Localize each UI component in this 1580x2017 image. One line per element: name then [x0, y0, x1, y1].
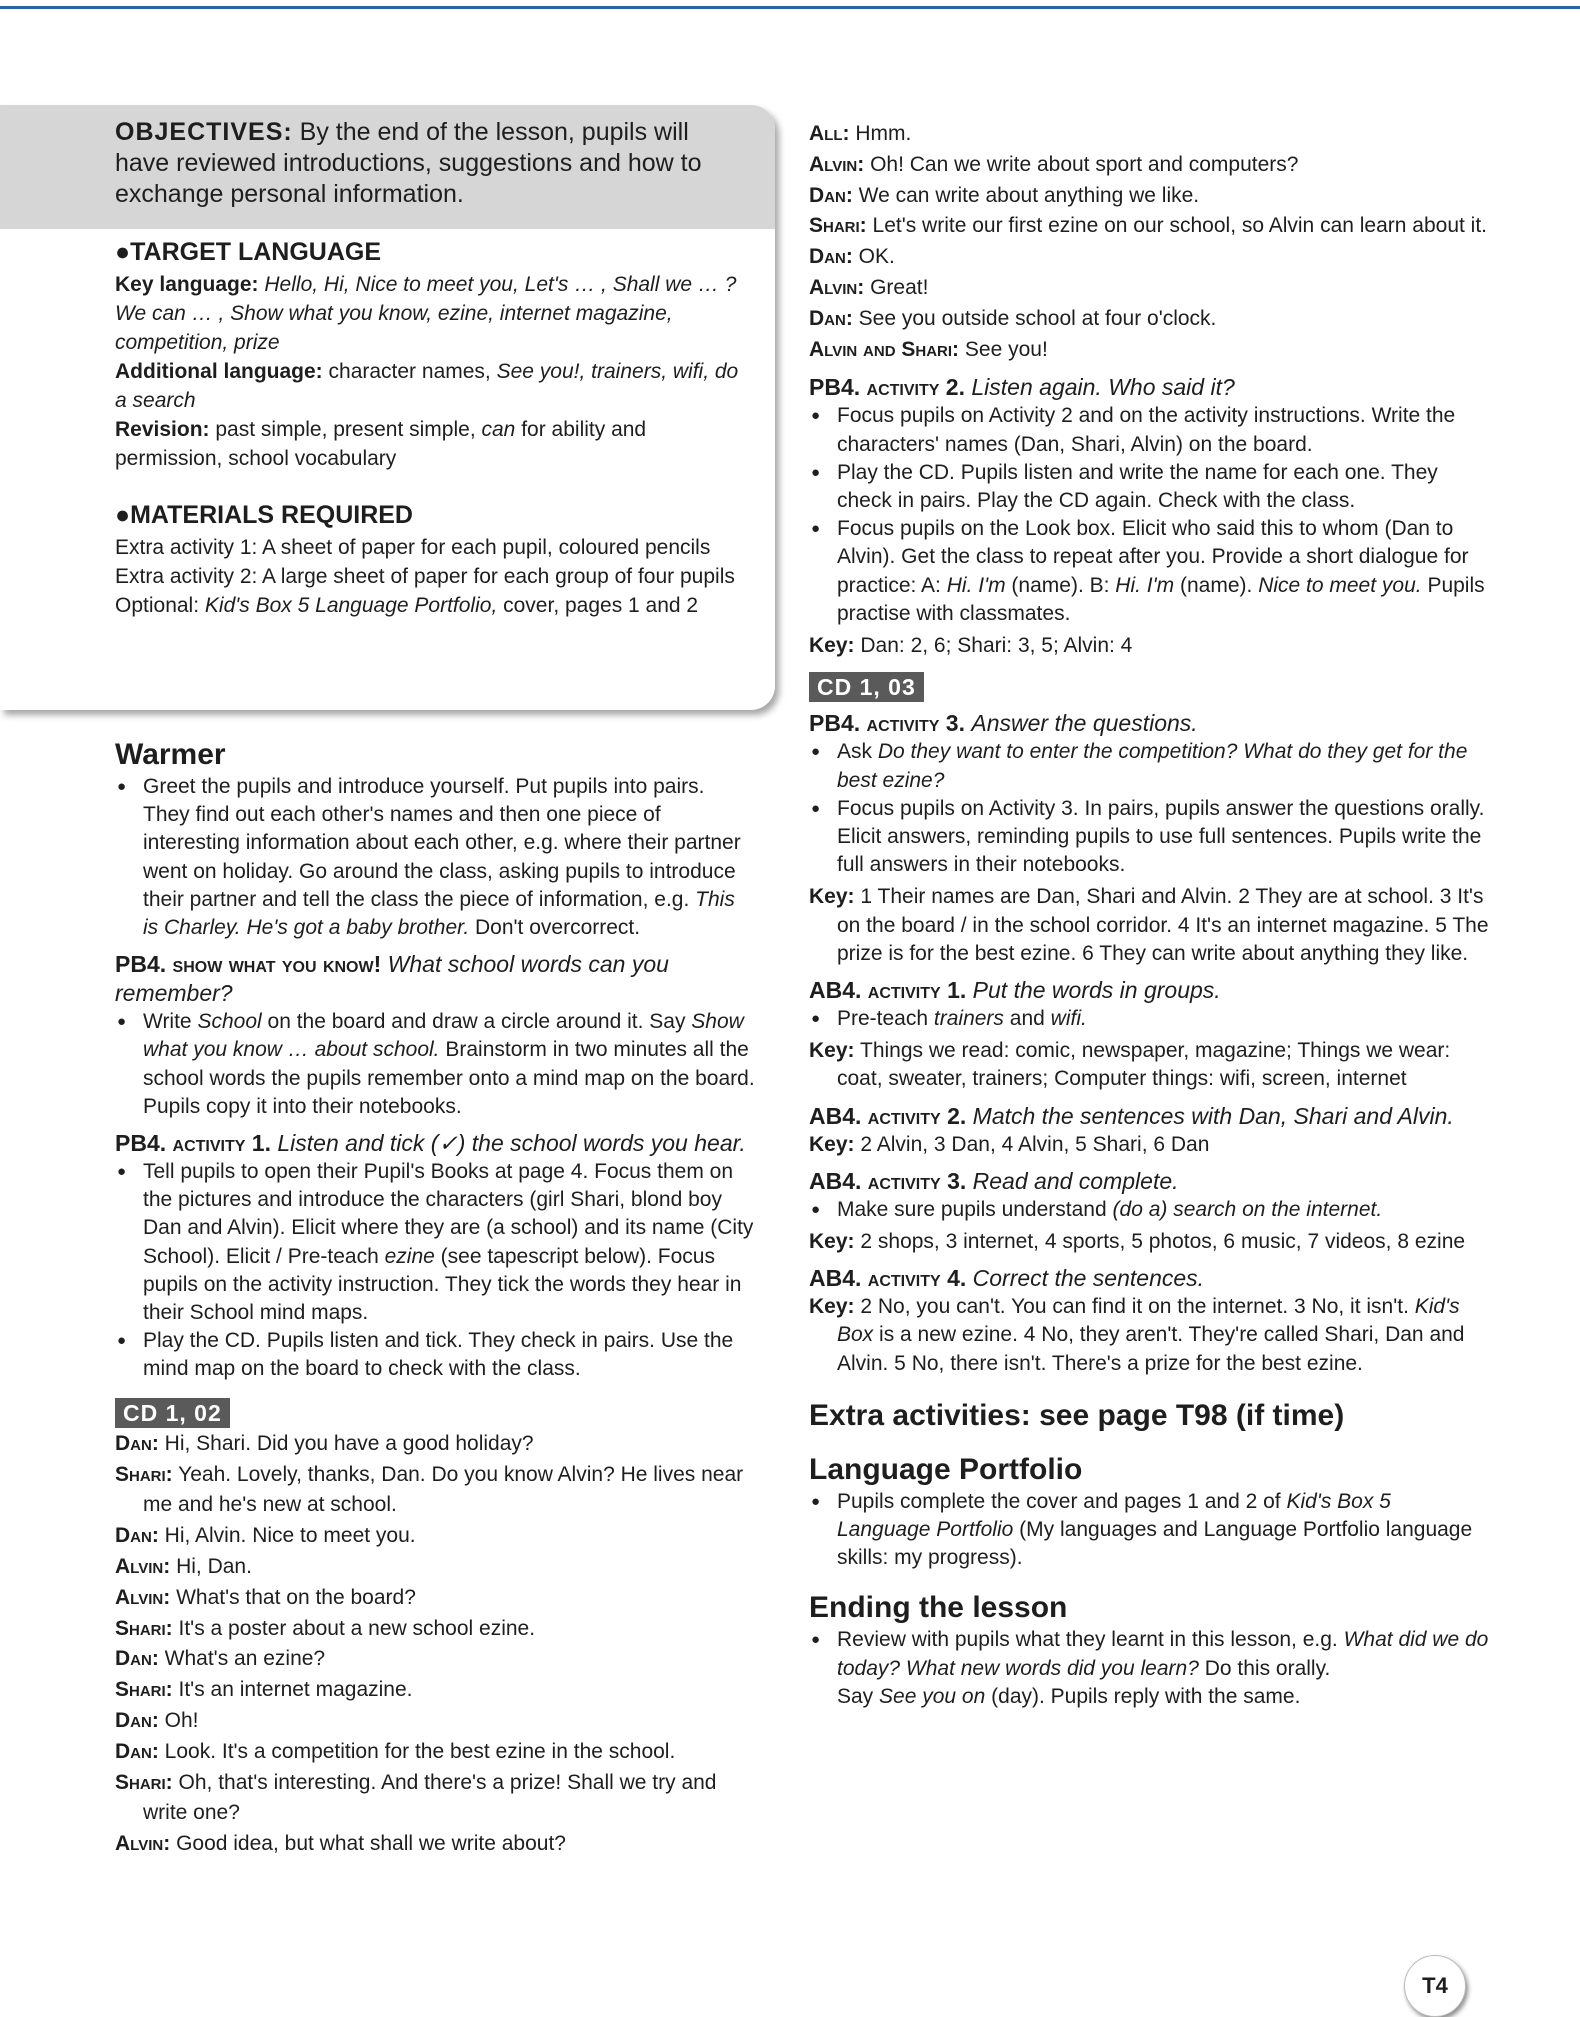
speaker-line: Yeah. Lovely, thanks, Dan. Do you know Alvin? He lives near me and he's new at school.: [143, 1462, 744, 1517]
speaker-line: It's a poster about a new school ezine.: [178, 1616, 536, 1640]
tapescript-line: [115, 1829, 755, 1860]
tapescript-line: [809, 211, 1489, 242]
materials-item: Extra activity 1: A sheet of paper for each pupil, coloured pencils: [115, 536, 711, 559]
speaker-line: Oh! Can we write about sport and computers?: [870, 152, 1299, 176]
tapescript-line: [115, 1614, 755, 1645]
ab4-activity2-heading: AB4. activity 2. Match the sentences with Dan, Shari and Alvin.: [809, 1102, 1454, 1129]
tapescript-line: [115, 1706, 755, 1737]
speaker-name: Alvin:: [809, 152, 865, 176]
speaker-line: What's an ezine?: [164, 1647, 326, 1671]
speaker-name: Dan:: [809, 245, 853, 269]
speaker-name: Dan:: [115, 1647, 159, 1671]
speaker-name: Alvin:: [809, 275, 865, 299]
portfolio-bullet: ● Pupils complete the cover and pages 1 and 2 of Kid's Box 5 Language Portfolio (My languages and Language Portfolio language skills: my progress).: [809, 1488, 1489, 1573]
ending-bullet: ● Review with pupils what they learnt in this lesson, e.g. What did we do today? What new words did you learn? Do this orally. Say See you on (day). Pupils reply with the same.: [809, 1626, 1489, 1711]
target-language-heading: ●TARGET LANGUAGE: [115, 238, 382, 266]
pb4-activity2-bullet: ● Focus pupils on Activity 2 and on the activity instructions. Write the characters' names (Dan, Shari, Alvin) on the board.: [809, 402, 1489, 458]
bullet-icon: ●: [115, 238, 131, 266]
warmer-heading: Warmer: [115, 738, 226, 771]
pb4-activity3-bullet: ● Focus pupils on Activity 3. In pairs, pupils answer the questions orally. Elicit answers, reminding pupils to use full sentences. Pupils write the full answers in their notebooks.: [809, 795, 1489, 880]
extra-activities-heading: Extra activities: see page T98 (if time): [809, 1398, 1345, 1432]
speaker-line: Great!: [870, 275, 929, 299]
speaker-name: All:: [809, 122, 850, 145]
tapescript-left: [115, 1429, 755, 1860]
speaker-line: Hi, Shari. Did you have a good holiday?: [164, 1431, 534, 1455]
speaker-name: Dan:: [115, 1524, 159, 1548]
speaker-name: Shari:: [115, 1616, 173, 1640]
speaker-name: Alvin:: [115, 1585, 171, 1609]
tapescript-right: [809, 119, 1489, 365]
left-column: [115, 737, 755, 1860]
speaker-name: Shari:: [115, 1770, 173, 1794]
speaker-line: Hmm.: [855, 122, 912, 145]
tapescript-line: [115, 1675, 755, 1706]
top-rule: [0, 6, 1580, 9]
additional-language: Additional language: character names, See you!, trainers, wifi, do a search: [115, 360, 739, 412]
speaker-line: Hi, Alvin. Nice to meet you.: [164, 1524, 416, 1548]
ab4-activity1-heading: AB4. activity 1. Put the words in groups.: [809, 977, 1221, 1004]
speaker-line: Oh, that's interesting. And there's a prize! Shall we try and write one?: [143, 1770, 717, 1825]
page-number: T4: [1404, 1955, 1466, 2017]
pb4-activity3-bullet: ● Ask Do they want to enter the competition? What do they get for the best ezine?: [809, 738, 1489, 794]
cd-track-label: CD 1, 02: [115, 1398, 230, 1428]
ab4-activity3-bullet: ● Make sure pupils understand (do a) search on the internet.: [809, 1196, 1489, 1224]
ab4-activity4-heading: AB4. activity 4. Correct the sentences.: [809, 1265, 1205, 1292]
revision: Revision: past simple, present simple, can for ability and permission, school vocabulary: [115, 418, 647, 470]
ab4-activity1-bullet: ● Pre-teach trainers and wifi.: [809, 1005, 1489, 1033]
speaker-name: Alvin and Shari:: [809, 337, 960, 361]
ab4-activity3-key: Key: 2 shops, 3 internet, 4 sports, 5 photos, 6 music, 7 videos, 8 ezine: [809, 1230, 1466, 1254]
speaker-name: Dan:: [809, 183, 853, 207]
speaker-line: What's that on the board?: [176, 1585, 416, 1609]
speaker-line: Good idea, but what shall we write about?: [176, 1832, 566, 1856]
tapescript-line: [115, 1429, 755, 1460]
tapescript-line: [809, 304, 1489, 335]
speaker-line: Let's write our first ezine on our school, so Alvin can learn about it.: [872, 214, 1488, 238]
speaker-line: Look. It's a competition for the best ezine in the school.: [164, 1739, 676, 1763]
speaker-name: Dan:: [809, 306, 853, 330]
target-language-section: [115, 236, 745, 473]
ending-heading: Ending the lesson: [809, 1591, 1068, 1625]
pb4-activity2-heading: PB4. activity 2. Listen again. Who said it?: [809, 374, 1235, 401]
pb4-activity2-bullet: ● Play the CD. Pupils listen and write the name for each one. They check in pairs. Play the CD again. Check with the class.: [809, 459, 1489, 515]
speaker-line: See you!: [964, 337, 1048, 361]
tapescript-line: [115, 1644, 755, 1675]
tapescript-line: [115, 1583, 755, 1614]
pb4-activity2-key: Key: Dan: 2, 6; Shari: 3, 5; Alvin: 4: [809, 634, 1133, 657]
ab4-activity1-key: Key: Things we read: comic, newspaper, magazine; Things we wear: coat, sweater, trainers; Computer things: wifi, screen, internet: [809, 1039, 1451, 1091]
cd-track-label: CD 1, 03: [809, 672, 924, 702]
pb4-activity1-heading: PB4. activity 1. Listen and tick (✓) the school words you hear.: [115, 1130, 746, 1157]
speaker-name: Alvin:: [115, 1555, 171, 1579]
speaker-name: Shari:: [809, 214, 867, 238]
speaker-line: OK.: [858, 245, 895, 269]
tapescript-line: [809, 119, 1489, 150]
materials-section: [115, 499, 745, 620]
pb4-activity1-bullet: ● Tell pupils to open their Pupil's Books at page 4. Focus them on the pictures and introduce the characters (girl Shari, blond boy Dan and Alvin). Elicit where they are (a school) and its name (City School). Elicit / Pre-teach ezine (see tapescript below). Focus pupils on the activity instruction. They tick the words they hear in their School mind maps.: [115, 1158, 755, 1327]
ab4-activity4-key: Key: 2 No, you can't. You can find it on the internet. 3 No, it isn't. Kid's Box is a new ezine. 4 No, they aren't. They're called Shari, Dan and Alvin. 5 No, there isn't. There's a prize for the best ezine.: [809, 1295, 1465, 1375]
tapescript-line: [809, 150, 1489, 181]
objectives-text: OBJECTIVES: By the end of the lesson, pupils will have reviewed introductions, suggestions and how to exchange personal information.: [115, 118, 702, 208]
tapescript-line: [115, 1768, 755, 1830]
tapescript-line: [115, 1460, 755, 1522]
speaker-name: Dan:: [115, 1709, 159, 1733]
pb4-show-heading: PB4. show what you know! What school words can you remember?: [115, 951, 669, 1007]
tapescript-line: [809, 242, 1489, 273]
pb4-show-bullet: ● Write School on the board and draw a circle around it. Say Show what you know … about school. Brainstorm in two minutes all the school words the pupils remember onto a mind map on the board. Pupils copy it into their notebooks.: [115, 1008, 755, 1121]
ab4-activity2-key: Key: 2 Alvin, 3 Dan, 4 Alvin, 5 Shari, 6 Dan: [809, 1132, 1210, 1156]
key-language: Key language: Hello, Hi, Nice to meet you, Let's … , Shall we … ? We can … , Show what you know, ezine, internet magazine, competition, prize: [115, 273, 737, 354]
speaker-name: Shari:: [115, 1462, 173, 1486]
portfolio-heading: Language Portfolio: [809, 1452, 1083, 1486]
tapescript-line: [809, 335, 1489, 366]
pb4-activity2-bullet: ● Focus pupils on the Look box. Elicit who said this to whom (Dan to Alvin). Get the class to repeat after you. Provide a short dialogue for practice: A: Hi. I'm (name). B: Hi. I'm (name). Nice to meet you. Pupils practise with classmates.: [809, 515, 1489, 628]
speaker-name: Dan:: [115, 1739, 159, 1763]
materials-heading: ●MATERIALS REQUIRED: [115, 501, 413, 529]
tapescript-line: [115, 1737, 755, 1768]
pb4-activity3-heading: PB4. activity 3. Answer the questions.: [809, 710, 1198, 737]
speaker-line: We can write about anything we like.: [858, 183, 1200, 207]
speaker-line: Oh!: [164, 1709, 199, 1733]
tapescript-line: [809, 273, 1489, 304]
materials-item: Optional: Kid's Box 5 Language Portfolio, cover, pages 1 and 2: [115, 594, 699, 617]
tapescript-line: [115, 1552, 755, 1583]
tapescript-line: [809, 181, 1489, 212]
materials-item: Extra activity 2: A large sheet of paper for each group of four pupils: [115, 565, 735, 588]
speaker-line: It's an internet magazine.: [178, 1678, 413, 1702]
warmer-bullet: ● Greet the pupils and introduce yourself. Put pupils into pairs. They find out each other's names and then one piece of interesting information about each other, e.g. where their partner went on holiday. Go around the class, asking pupils to introduce their partner and tell the class the piece of information, e.g. This is Charley. He's got a baby brother. Don't overcorrect.: [115, 773, 755, 942]
speaker-name: Alvin:: [115, 1832, 171, 1856]
tapescript-line: [115, 1521, 755, 1552]
speaker-name: Dan:: [115, 1431, 159, 1455]
pb4-activity3-key: Key: 1 Their names are Dan, Shari and Alvin. 2 They are at school. 3 It's on the board / in the school corridor. 4 It's an internet magazine. 5 The prize is for the best ezine. 6 They can write about anything they like.: [809, 885, 1489, 965]
speaker-line: See you outside school at four o'clock.: [858, 306, 1217, 330]
speaker-name: Shari:: [115, 1678, 173, 1702]
speaker-line: Hi, Dan.: [176, 1555, 252, 1579]
right-column: [809, 119, 1489, 1711]
pb4-activity1-bullet: ● Play the CD. Pupils listen and tick. They check in pairs. Use the mind map on the board to check with the class.: [115, 1327, 755, 1383]
bullet-icon: ●: [115, 501, 131, 529]
ab4-activity3-heading: AB4. activity 3. Read and complete.: [809, 1167, 1179, 1194]
